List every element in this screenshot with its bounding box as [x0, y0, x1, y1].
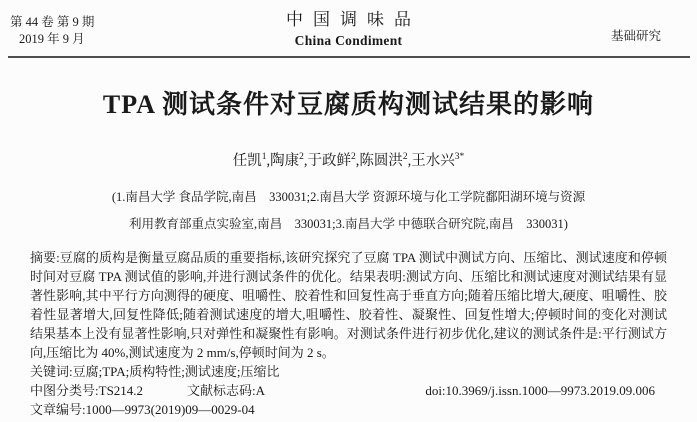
author-name: 陶康	[270, 152, 300, 169]
journal-masthead	[0, 5, 697, 49]
article-id-value: 1000—9973(2019)09—0029-04	[85, 401, 255, 417]
author	[233, 153, 270, 169]
clc-value: TS214.2	[98, 382, 144, 398]
abstract-text: 豆腐的质构是衡量豆腐品质的重要指标,该研究探究了豆腐 TPA 测试中测试方向、压缩比、测试速度和停顿时间对豆腐 TPA 测试值的影响,并进行测试条件的优化。结果表明:测试方向、压缩比和测试速度对测试结果有显著性影响,其中平行方向测得的硬度、咀嚼性、胶着性和回复性高于垂直方向;随着压缩比增大,硬度、咀嚼性、胶着性显著增大,回复性降低;随着测试速度的增大,咀嚼性、胶着性、凝聚性、回复性增大;停顿时间的变化对测试结果基本上没有显著性影响,只对弹性和凝聚性有影响。对测试条件进行初步优化,建议的测试条件是:平行测试方向,压缩比为 40%,测试速度为 2 mm/s,停顿时间为 2 s。	[30, 249, 667, 360]
author-superscript: 2	[402, 152, 408, 162]
journal-title-cn: 中国调味品	[286, 10, 421, 29]
author-superscript: 3*	[454, 152, 465, 162]
keywords-line	[30, 362, 667, 381]
issue-date: 2019 年 9 月	[19, 32, 85, 46]
author-separator: ,	[266, 152, 271, 169]
authors-line	[0, 147, 697, 171]
journal-title-en: China Condiment	[294, 33, 403, 48]
author-superscript: 2	[351, 152, 356, 162]
meta-block	[30, 248, 667, 419]
author-superscript: 2	[299, 152, 304, 162]
article-id-line	[30, 400, 667, 419]
affiliation-line-1: (1.南昌大学 食品学院,南昌 330031;2.南昌大学 资源环境与化工学院鄱阳湖环境与资源	[111, 189, 586, 204]
affiliation-line-2: 利用教育部重点实验室,南昌 330031;3.南昌大学 中德联合研究院,南昌 330031)	[129, 216, 568, 231]
abstract-paragraph	[30, 248, 667, 362]
doc-code-group	[187, 381, 265, 400]
column-label: 基础研究	[610, 29, 661, 43]
author	[411, 153, 464, 169]
author-superscript: 1	[261, 152, 267, 162]
author	[308, 153, 360, 169]
classification-line	[30, 381, 667, 400]
article-id-label: 文章编号:	[30, 401, 86, 417]
header-rule	[8, 56, 690, 59]
affiliations	[0, 184, 697, 238]
author-name: 于政鲜	[307, 152, 351, 169]
author-separator: ,	[407, 152, 412, 169]
doc-code-value: A	[255, 382, 266, 398]
keywords-label: 关键词:	[30, 363, 73, 379]
author-separator: ,	[355, 152, 360, 169]
author	[359, 153, 411, 169]
abstract-label: 摘要:	[30, 249, 60, 265]
journal-header	[0, 0, 697, 58]
doi-text: doi:10.3969/j.issn.1000—9973.2019.09.006	[425, 382, 655, 398]
author-name: 王水兴	[411, 152, 455, 169]
author-name: 陈圆洪	[359, 152, 403, 169]
author	[270, 153, 307, 169]
article-title: TPA 测试条件对豆腐质构测试结果的影响	[102, 90, 595, 119]
keywords-text: 豆腐;TPA;质构特性;测试速度;压缩比	[72, 363, 280, 379]
author-name: 任凯	[232, 152, 262, 169]
doc-code-label: 文献标志码:	[187, 382, 256, 398]
volume-issue: 第 44 卷 第 9 期	[10, 15, 95, 29]
clc-label: 中图分类号:	[30, 382, 99, 398]
author-separator: ,	[303, 152, 308, 169]
clc-group	[30, 381, 143, 400]
